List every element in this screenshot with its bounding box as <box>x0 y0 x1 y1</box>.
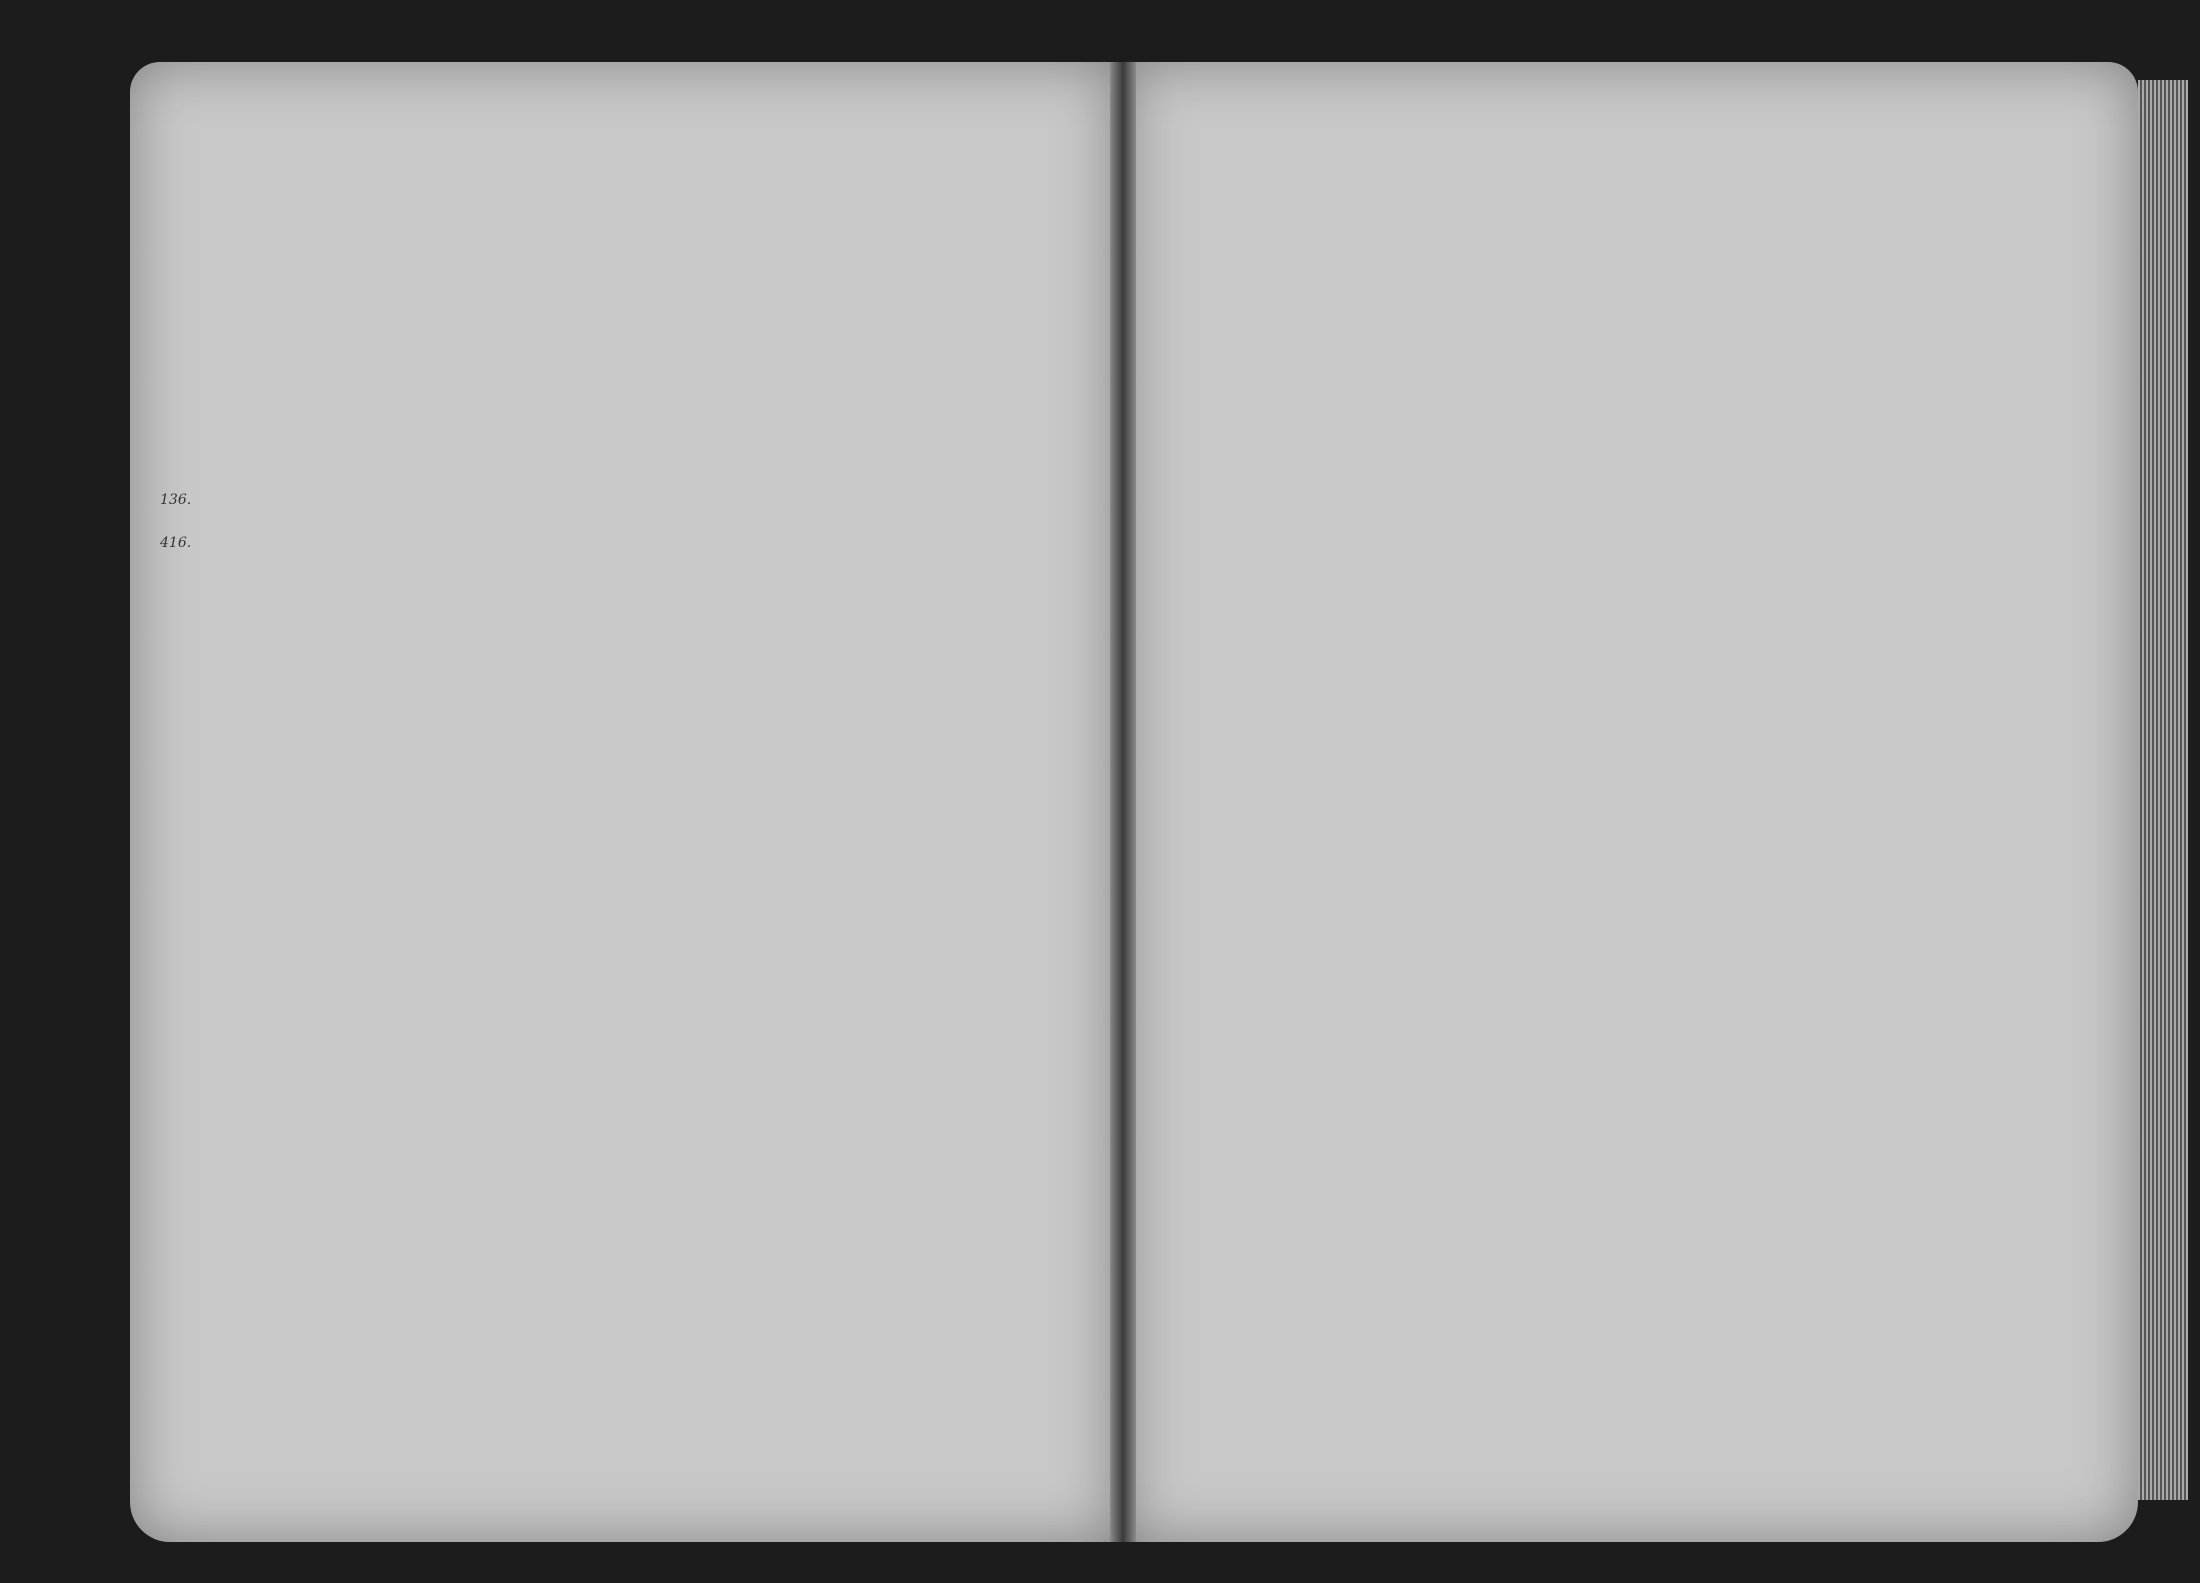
margin-note-2: 416. <box>160 535 192 551</box>
page-edges <box>2138 80 2188 1500</box>
margin-note-1: 136. <box>160 492 192 508</box>
book-gutter <box>1110 62 1136 1542</box>
left-page <box>130 62 1115 1542</box>
right-page <box>1128 62 2138 1542</box>
